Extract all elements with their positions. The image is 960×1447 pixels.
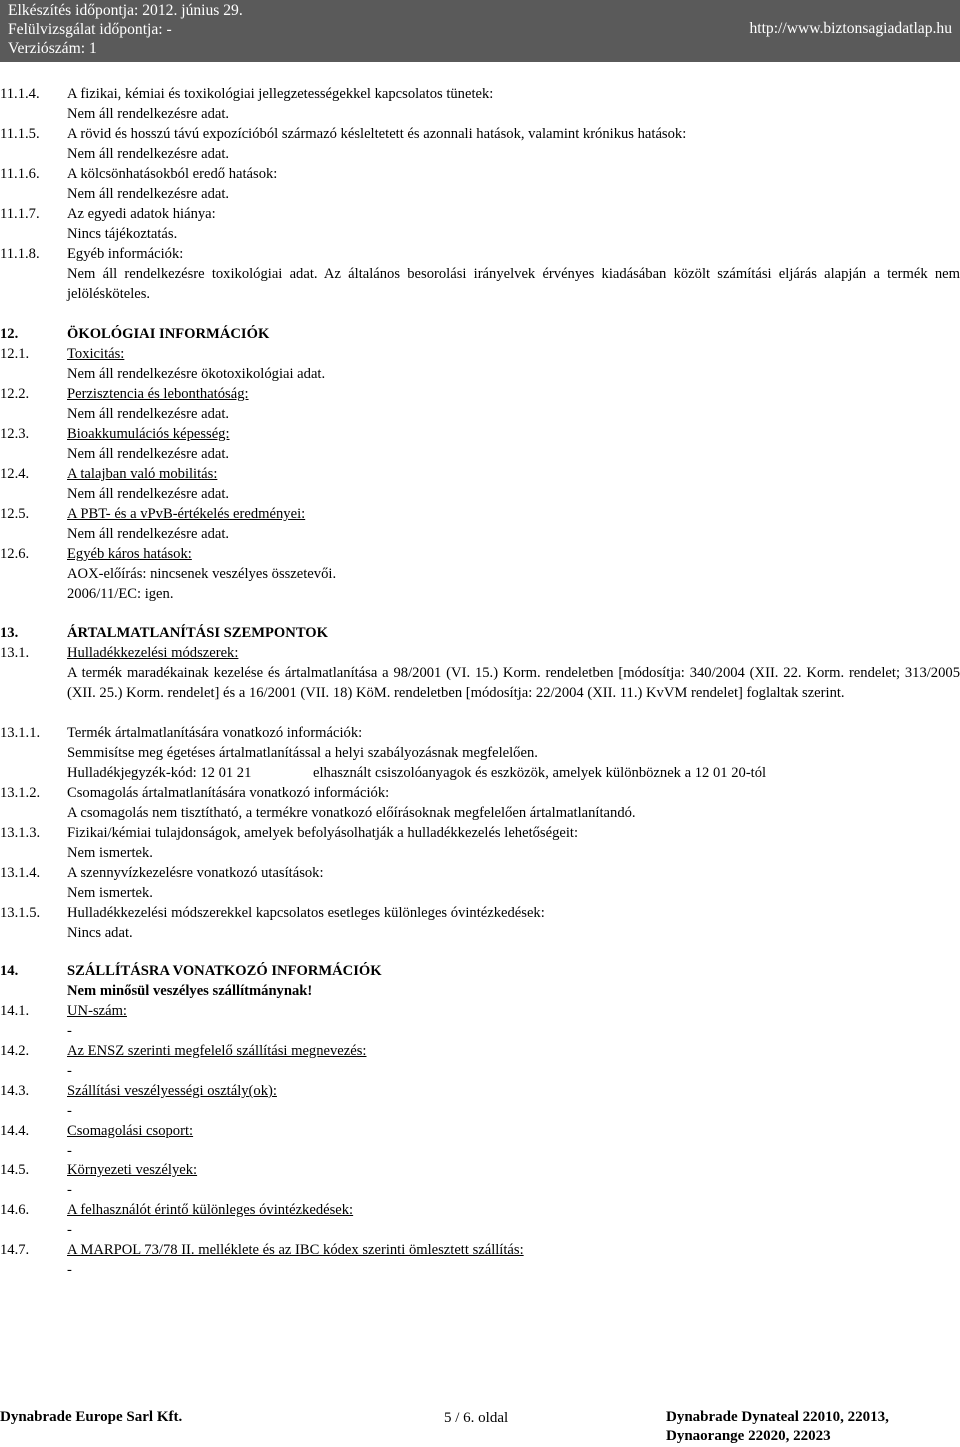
item-text: Nem áll rendelkezésre toxikológiai adat. Az általános besorolási irányelvek érvényes kiadásában közölt számítási eljárás alapján a termék nem jelölésköteles. bbox=[67, 266, 960, 302]
item-number: 13.1.3. bbox=[0, 825, 41, 841]
item-text: 2006/11/EC: igen. bbox=[67, 586, 174, 602]
item-title: Perzisztencia és lebonthatóság: bbox=[67, 386, 249, 402]
item-title: A PBT- és a vPvB-értékelés eredményei: bbox=[67, 506, 306, 522]
item-title: A szennyvízkezelésre vonatkozó utasítások: bbox=[67, 865, 324, 881]
section-heading: ÁRTALMATLANÍTÁSI SZEMPONTOK bbox=[67, 625, 328, 641]
waste-code-description: elhasznált csiszolóanyagok és eszközök, amelyek különböznek a 12 01 20-tól bbox=[313, 765, 767, 781]
section-heading: ÖKOLÓGIAI INFORMÁCIÓK bbox=[67, 326, 270, 342]
item-title: Hulladékkezelési módszerekkel kapcsolatos esetleges különleges óvintézkedések: bbox=[67, 905, 545, 921]
item-title: Egyéb káros hatások: bbox=[67, 546, 192, 562]
item-number: 13.1. bbox=[0, 645, 30, 661]
section-number: 14. bbox=[0, 963, 19, 979]
item-number: 14.6. bbox=[0, 1202, 30, 1218]
item-number: 14.3. bbox=[0, 1083, 30, 1099]
item-number: 14.4. bbox=[0, 1123, 30, 1139]
item-number: 14.1. bbox=[0, 1003, 30, 1019]
item-number: 14.2. bbox=[0, 1043, 30, 1059]
item-text: - bbox=[67, 1222, 72, 1238]
item-title: A talajban való mobilitás: bbox=[67, 466, 218, 482]
item-number: 13.1.1. bbox=[0, 725, 41, 741]
item-title: Az ENSZ szerinti megfelelő szállítási megnevezés: bbox=[67, 1043, 367, 1059]
revision-date: Felülvizsgálat időpontja: - bbox=[8, 21, 172, 38]
item-text: Nincs tájékoztatás. bbox=[67, 226, 178, 242]
website-link[interactable]: http://www.biztonsagiadatlap.hu bbox=[749, 20, 952, 37]
item-number: 12.5. bbox=[0, 506, 30, 522]
item-text: Nem áll rendelkezésre adat. bbox=[67, 446, 230, 462]
item-number: 12.1. bbox=[0, 346, 30, 362]
item-number: 12.6. bbox=[0, 546, 30, 562]
item-title: UN-szám: bbox=[67, 1003, 127, 1019]
section-number: 12. bbox=[0, 326, 19, 342]
item-title: Környezeti veszélyek: bbox=[67, 1162, 198, 1178]
item-text: - bbox=[67, 1182, 72, 1198]
item-text: Nem áll rendelkezésre adat. bbox=[67, 146, 230, 162]
item-number: 11.1.7. bbox=[0, 206, 40, 222]
prepared-date: Elkészítés időpontja: 2012. június 29. bbox=[8, 2, 243, 19]
item-number: 13.1.2. bbox=[0, 785, 41, 801]
footer-company: Dynabrade Europe Sarl Kft. bbox=[0, 1409, 183, 1425]
item-number: 14.7. bbox=[0, 1242, 30, 1258]
item-title: A felhasználót érintő különleges óvintézkedések: bbox=[67, 1202, 354, 1218]
item-number: 13.1.5. bbox=[0, 905, 41, 921]
item-text: - bbox=[67, 1262, 72, 1278]
footer-product-line1: Dynabrade Dynateal 22010, 22013, bbox=[666, 1409, 889, 1425]
item-title: A rövid és hosszú távú expozícióból származó késleltetett és azonnali hatások, valamint krónikus hatások: bbox=[67, 126, 687, 142]
item-number: 12.4. bbox=[0, 466, 30, 482]
item-text: Nem áll rendelkezésre adat. bbox=[67, 486, 230, 502]
item-number: 12.3. bbox=[0, 426, 30, 442]
item-number: 11.1.8. bbox=[0, 246, 40, 262]
page-number: 5 / 6. oldal bbox=[444, 1410, 509, 1426]
item-title: Toxicitás: bbox=[67, 346, 125, 362]
item-text: Nem áll rendelkezésre adat. bbox=[67, 406, 230, 422]
item-number: 13.1.4. bbox=[0, 865, 41, 881]
item-number: 11.1.5. bbox=[0, 126, 40, 142]
item-text: - bbox=[67, 1023, 72, 1039]
item-title: A fizikai, kémiai és toxikológiai jellegzetességekkel kapcsolatos tünetek: bbox=[67, 86, 494, 102]
item-title: Egyéb információk: bbox=[67, 246, 184, 262]
item-number: 14.5. bbox=[0, 1162, 30, 1178]
item-title: Szállítási veszélyességi osztály(ok): bbox=[67, 1083, 277, 1099]
waste-code: Hulladékjegyzék-kód: 12 01 21 bbox=[67, 765, 252, 781]
item-text: Semmisítse meg égetéses ártalmatlanítással a helyi szabályozásnak megfelelően. bbox=[67, 745, 538, 761]
item-text: A csomagolás nem tisztítható, a termékre vonatkozó előírásoknak megfelelően ártalmatlanítandó. bbox=[67, 805, 636, 821]
item-text: Nem ismertek. bbox=[67, 885, 153, 901]
item-text: Nem áll rendelkezésre adat. bbox=[67, 526, 230, 542]
item-text: - bbox=[67, 1103, 72, 1119]
item-title: Hulladékkezelési módszerek: bbox=[67, 645, 239, 661]
document-header bbox=[0, 0, 960, 62]
version-number: Verziószám: 1 bbox=[8, 40, 97, 57]
item-title: A kölcsönhatásokból eredő hatások: bbox=[67, 166, 278, 182]
item-number: 12.2. bbox=[0, 386, 30, 402]
item-title: Csomagolási csoport: bbox=[67, 1123, 194, 1139]
item-text: Nem áll rendelkezésre ökotoxikológiai adat. bbox=[67, 366, 326, 382]
item-number: 11.1.6. bbox=[0, 166, 40, 182]
item-text: Nem ismertek. bbox=[67, 845, 153, 861]
section-number: 13. bbox=[0, 625, 19, 641]
section-heading: SZÁLLÍTÁSRA VONATKOZÓ INFORMÁCIÓK bbox=[67, 963, 382, 979]
item-text: Nincs adat. bbox=[67, 925, 133, 941]
section-subtitle: Nem minősül veszélyes szállítmánynak! bbox=[67, 983, 313, 999]
item-text: Nem áll rendelkezésre adat. bbox=[67, 186, 230, 202]
item-text: A termék maradékainak kezelése és ártalmatlanítása a 98/2001 (VI. 15.) Korm. rendeletben [módosítja: 340/2004 (XII. 22. Korm. rendelet; 313/2005 (XII. 25.) Korm. rendelet] és a 16/2001 (VII. 18) KöM. rendeletben [módosítja: 22/2004 (XII. 11.) KvVM rendelet] foglaltak szerint. bbox=[67, 665, 960, 701]
item-text: - bbox=[67, 1143, 72, 1159]
item-text: Nem áll rendelkezésre adat. bbox=[67, 106, 230, 122]
item-text: - bbox=[67, 1063, 72, 1079]
item-title: Termék ártalmatlanítására vonatkozó információk: bbox=[67, 725, 363, 741]
item-title: Csomagolás ártalmatlanítására vonatkozó információk: bbox=[67, 785, 390, 801]
footer-product-line2: Dynaorange 22020, 22023 bbox=[666, 1428, 831, 1444]
item-title: A MARPOL 73/78 II. melléklete és az IBC kódex szerinti ömlesztett szállítás: bbox=[67, 1242, 524, 1258]
item-text: AOX-előírás: nincsenek veszélyes összetevői. bbox=[67, 566, 337, 582]
item-title: Az egyedi adatok hiánya: bbox=[67, 206, 216, 222]
item-title: Bioakkumulációs képesség: bbox=[67, 426, 230, 442]
item-title: Fizikai/kémiai tulajdonságok, amelyek befolyásolhatják a hulladékkezelés lehetőségeit: bbox=[67, 825, 579, 841]
item-number: 11.1.4. bbox=[0, 86, 40, 102]
